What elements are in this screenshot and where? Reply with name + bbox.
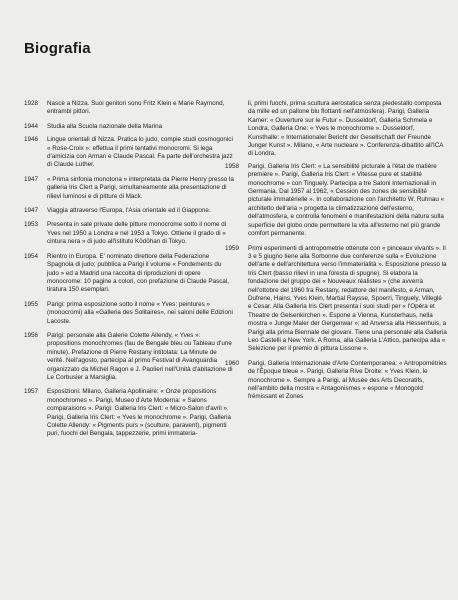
biography-entry (225, 163, 447, 239)
entry-year: 1947 (24, 175, 39, 183)
entry-year: 1954 (24, 252, 39, 260)
biography-entry (24, 332, 234, 382)
entry-year: 1953 (24, 221, 39, 229)
entry-text: Rientro in Europa. E' nominato direttore della Federazione Spagnola di judo; pubblica a Parigi il volume « Fondements du judo » ed a Madrid una raccolta di riproduzioni di opere monocrome: 10 pagine a colori, con prefazione di Claude Pascal, tiratura 150 esemplari. (47, 252, 230, 294)
entry-year: 1959 (225, 244, 240, 252)
entry-year: 1957 (24, 388, 39, 396)
entry-text: « Prima sinfonia monotona » interpretata da Pierre Henry presso la galleria Iris Clert a Parigi, simultaneamente alla presentazione di rilievi luminosi e di pitture di Mack. (47, 175, 234, 200)
entry-text: Lingue orientali di Nizza. Pratica lo judo; compie studi cosmogonici « Rose-Croix »: effettua il primi tentativi monocromi. Si lega d'amicizia con Arman e Claude Pascal. Fa parte dell'orchestra jazz di Claude Luther. (47, 136, 233, 169)
biography-entry (24, 221, 234, 246)
entry-text: Presenta in sale private delle pitture monocrome sotto il nome di Yves nel 1950 a Londra e nel 1953 a Tokyo. Ottiene il grado di « cintura nera » di judo all'istituto Kōdōhan di Tokyo. (47, 221, 227, 246)
entry-year: 1955 (24, 300, 39, 308)
entry-text: Studia alla Scuola nazionale della Marina (47, 122, 163, 130)
right-column (225, 100, 447, 402)
biography-entry (24, 176, 234, 201)
biography-entry (24, 100, 234, 117)
entry-text: Parigi: prima esposizione sotto il nome « Yves: peintures » (monocromi) alla «Galleria des Solitaires», nei saloni delle Edizioni Lacoste. (47, 300, 233, 325)
entry-year: 1947 (24, 207, 39, 215)
biography-entry (225, 360, 447, 402)
entry-text: Esposizioni: Milano, Galleria Apollinaire: « Onze propositions monochromes ». Parigi, Museo d'Arte Moderna: « Salons comparaisons ». Parigi: Galleria Iris Clert: « Micro-Salon d'avril ». Parigi, Galleria Iris Clert: « Yves le monochrome ». Parigi, Galleria Colette Allendy: « Pigments purs » (sculture, paravent), pigmenti puri, fuochi del Bengala, tappezzerie, primi immateria- (47, 388, 231, 438)
biography-entry (24, 388, 234, 438)
biography-entry (24, 123, 234, 131)
entry-year: 1956 (24, 331, 39, 339)
entry-text: Parigi, Galleria Iris Clert: « La sensibilité picturale à l'état de matière première ». Parigi, Galleria Iris Clert: « Vitesse pure et stabilité monochrome » con Tinguely. Partecipa a tre Saloni Internazionali in Germania. Dal 1957 al 1962, « Cession des zones de sensibilité picturale immatérielle ». In collaborazione con l'architetto W. Ruhnau « architetto dell'aria » progetta la climatizzazione dell'esterno, dell'atmosfera, e controlla fenomeni e manifestazioni della natura sulla superficie del globo onde permettere la vita all'esterno nel più grande comfort permanente. (248, 162, 445, 238)
entry-year: 1960 (225, 359, 240, 367)
entry-year: 1928 (24, 100, 39, 107)
entry-text: Nasce a Nizza. Suoi genitori sono Fritz Klein e Marie Raymond, entrambi pittori. (47, 100, 225, 116)
left-column (24, 100, 234, 439)
biography-entry (24, 136, 234, 170)
page-title: Biografia (24, 40, 91, 57)
entry-text: Parigi: personale alla Galerie Colette Allendy, « Yves »: propositions monochromes (fau de Bengale bleu ou Tableau d'une minute). Prefazione di Pierre Restany intitolata: La Minute de verité. Nell'agosto, partecipa al primo Festival di Avanguardia organizzato da Michel Ragon e J. Paolieri nell'Unità d'abitazione di Le Corbusier a Marsiglia. (47, 331, 233, 381)
entry-text: Viaggia attraverso l'Europa, l'Asia orientale ed il Giappone. (47, 207, 211, 215)
biography-entry (24, 207, 234, 215)
entry-year: 1944 (24, 122, 39, 130)
entry-text: Primi esperimenti di antropometrie ottenute con « pinceaux vivants ». Il 3 e 5 giugno tiene alla Sorbonne due conferenze sulla « Evoluzione dell'arte e dell'architettura verso l'immaterialità ». Esposizione presso la Iris Clert (basso rilievi in una foresta di spugne). Si elabora la fondazione del gruppo dei « Nouveaux réalistes » (che avverrà nell'ottobre del 1960 fra Restany, redattore del manifesto, e Arman, Dufrene, Hains, Yves Klein, Martial Raysse, Spoerri, Tinguely, Villeglé e Cesar. Alla Galleria Iris Clert presenta i suoi studi per « l'Opéra et Theatre de Gelsenkirchen ». Espone a Vienna, Kunsterhaus, nella mostra « Junge Maler der Gergenwar »; ad Anversa alla Hessenhuis, a Parigi alla prima Biennale dei giovani. Tiene una personale alla Galleria Leo Castelli a New York. A Roma, alla Galleria L'Attico, partecipa alla « Selezione per il premio di pittura Lissone ». (248, 244, 447, 353)
biography-entry (225, 245, 447, 354)
entry-continuation-text: li, primi fuochi, prima scultura aerostatica senza piedestallo composta da mille ed un pallone blu flottanti nell'atmosfera). Parigi, Galleria Kamer: « Ouverture sur le Futur ». Dusseldorf, Galleria Schmela e Londra, Galleria One: « Yves le monochrome ». Dusseldorf, Kunsthalle: « Internationaler Bericht der Gesellschaft der Freunde Junger Kunst ». Milano, « Arte nucleare ». Conferenza-dibattito all'ICA di Londra. (248, 100, 444, 158)
biography-entry (24, 253, 234, 295)
biography-entry (24, 301, 234, 326)
entry-text: Parigi, Galleria Internazionale d'Arte Contemporanea: « Antropométries de l'Époque bleue ». Parigi, Galleria Rive Droite: « Yves Klein, le monochrome ». Sempre a Parigi, al Musée des Arts Decoratifs, nell'ambito della mostra « Antagonismes » espone « Monogold frémissant et Zones (248, 359, 447, 401)
entry-year: 1946 (24, 136, 39, 144)
entry-year: 1958 (225, 162, 240, 170)
